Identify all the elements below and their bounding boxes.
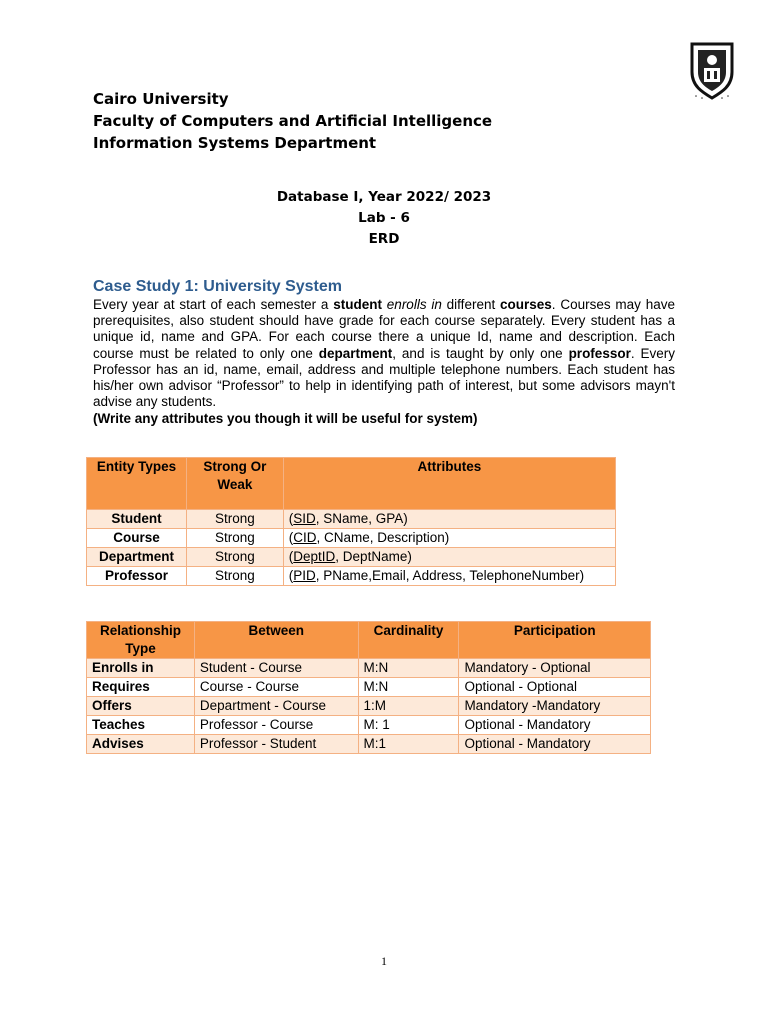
rel-header-participation: Participation [459, 622, 651, 659]
table-row [87, 716, 651, 735]
table-row [87, 697, 651, 716]
relationship-participation: Optional - Mandatory [459, 716, 651, 735]
rel-header-between: Between [194, 622, 358, 659]
relationship-name: Enrolls in [87, 659, 195, 678]
institution-header [93, 88, 492, 154]
attr-rest: , DeptName) [335, 549, 412, 564]
relationship-participation: Mandatory -Mandatory [459, 697, 651, 716]
primary-key: SID [293, 511, 316, 526]
relationship-between: Course - Course [194, 678, 358, 697]
relationship-cardinality: M: 1 [358, 716, 459, 735]
entity-name: Professor [87, 567, 187, 586]
entity-header-strength: Strong Or Weak [186, 458, 283, 510]
entity-header-attributes: Attributes [283, 458, 615, 510]
entity-attributes [283, 510, 615, 529]
course-title: Database I, Year 2022/ 2023 [276, 189, 492, 205]
relationship-cardinality: M:N [358, 678, 459, 697]
relationship-table [86, 621, 651, 754]
entity-attributes [283, 529, 615, 548]
entity-attributes [283, 567, 615, 586]
entity-strength: Strong [186, 529, 283, 548]
university-name: Cairo University [93, 90, 229, 108]
attributes-note: (Write any attributes you though it will be useful for system) [93, 411, 478, 426]
relationship-cardinality: M:1 [358, 735, 459, 754]
relationship-cardinality: 1:M [358, 697, 459, 716]
desc-text-4: . Courses may have prerequisites, also student should have grade for each course separately. Every student has a unique id, name and GPA. For each course there a unique Id, name and description. Each course must be related to only one [93, 297, 675, 361]
lab-number: Lab - 6 [358, 210, 410, 226]
attr-open: ( [288, 549, 294, 564]
lab-topic: ERD [368, 231, 400, 247]
relationship-between: Professor - Course [194, 716, 358, 735]
desc-text-6: . Every Professor has an id, name, email, address and multiple telephone numbers. Each student has his/her own advisor “Professor” to help in identifying path of interest, but some advisors mayn't advise any students. [93, 345, 675, 410]
desc-bold-student: student [333, 297, 382, 312]
relationship-name: Requires [87, 678, 195, 697]
desc-text-5: , and is taught by only one [392, 345, 569, 361]
desc-bold-professor: professor [568, 345, 631, 361]
attr-open: ( [288, 530, 294, 545]
department-name: Information Systems Department [93, 134, 377, 152]
relationship-name: Advises [87, 735, 195, 754]
desc-text-1: Every year at start of each semester a [93, 297, 334, 312]
table-row [87, 567, 616, 586]
relationship-name: Teaches [87, 716, 195, 735]
case-study-description [93, 297, 675, 410]
entity-strength: Strong [186, 510, 283, 529]
case-study-title: Case Study 1: University System [93, 278, 342, 295]
primary-key: PID [293, 568, 316, 583]
table-row [87, 529, 616, 548]
entity-strength: Strong [186, 548, 283, 567]
desc-text-3: different [441, 297, 501, 312]
attr-rest: , CName, Description) [316, 530, 450, 545]
table-row [87, 678, 651, 697]
relationship-cardinality: M:N [358, 659, 459, 678]
primary-key: CID [293, 530, 317, 545]
entity-strength: Strong [186, 567, 283, 586]
relationship-between: Department - Course [194, 697, 358, 716]
attr-open: ( [288, 511, 294, 526]
table-row [87, 510, 616, 529]
desc-bold-courses: courses [500, 297, 552, 312]
relationship-between: Professor - Student [194, 735, 358, 754]
entity-table [86, 457, 616, 586]
attr-rest: , SName, GPA) [315, 511, 408, 526]
entity-name: Course [87, 529, 187, 548]
relationship-participation: Mandatory - Optional [459, 659, 651, 678]
entity-name: Student [87, 510, 187, 529]
attr-open: ( [288, 568, 294, 583]
relationship-name: Offers [87, 697, 195, 716]
desc-bold-department: department [318, 345, 393, 361]
entity-attributes [283, 548, 615, 567]
page-number: 1 [381, 954, 387, 968]
desc-italic-enrolls: enrolls in [386, 297, 442, 312]
relationship-between: Student - Course [194, 659, 358, 678]
rel-header-type: Relationship Type [87, 622, 195, 659]
primary-key: DeptID [293, 549, 336, 564]
faculty-name: Faculty of Computers and Artificial Intelligence [93, 112, 493, 130]
table-row [87, 659, 651, 678]
table-row [87, 735, 651, 754]
table-row [87, 548, 616, 567]
rel-header-cardinality: Cardinality [358, 622, 459, 659]
relationship-participation: Optional - Mandatory [459, 735, 651, 754]
cairo-university-logo-icon [688, 42, 736, 100]
entity-name: Department [87, 548, 187, 567]
relationship-participation: Optional - Optional [459, 678, 651, 697]
attr-rest: , PName,Email, Address, TelephoneNumber) [315, 568, 585, 583]
entity-header-types: Entity Types [87, 458, 187, 510]
